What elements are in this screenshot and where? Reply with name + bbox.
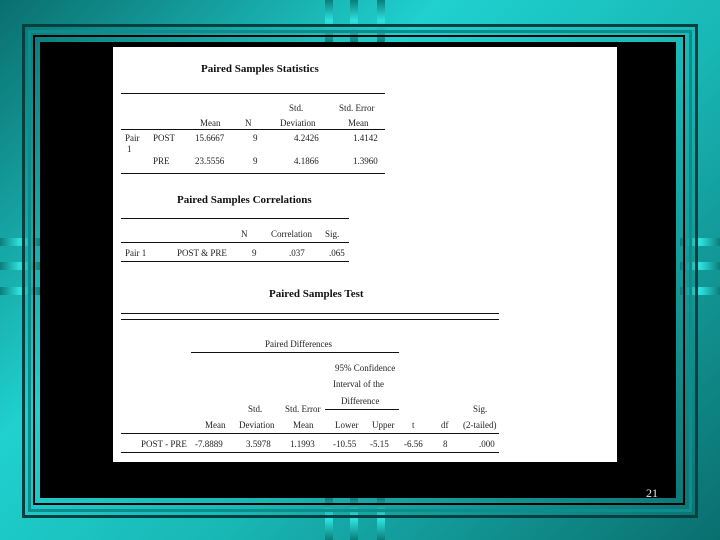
row-correlation: .037	[289, 248, 305, 258]
row-sd: 3.5978	[246, 439, 271, 449]
header-t: t	[412, 420, 415, 430]
table-rule	[121, 242, 349, 243]
pair-number: 1	[127, 144, 132, 154]
header-sig: Sig.	[473, 404, 488, 414]
header-se-mean: Mean	[293, 420, 314, 430]
row-df: 8	[443, 439, 448, 449]
slide-number: 21	[646, 486, 658, 500]
row-label: POST & PRE	[177, 248, 227, 258]
row-mean: -7.8889	[195, 439, 223, 449]
row-sd: 4.2426	[294, 133, 319, 143]
table-rule	[121, 452, 499, 453]
header-mean: Mean	[200, 118, 221, 128]
header-std-error: Std. Error	[339, 103, 375, 113]
header-std-error: Std. Error	[285, 404, 321, 414]
statistics-title: Paired Samples Statistics	[201, 63, 319, 75]
ci-header: Difference	[341, 396, 380, 406]
table-rule	[121, 218, 349, 219]
row-n: 9	[253, 133, 258, 143]
spss-output-image	[113, 47, 617, 462]
ci-header: Interval of the	[333, 379, 384, 389]
header-sig-2tailed: (2-tailed)	[463, 420, 497, 430]
table-rule	[121, 313, 499, 314]
correlations-title: Paired Samples Correlations	[177, 194, 312, 206]
table-rule	[121, 173, 385, 174]
row-sig: .000	[479, 439, 495, 449]
pair-label: Pair	[125, 133, 140, 143]
row-se: 1.4142	[353, 133, 378, 143]
header-sig: Sig.	[325, 229, 340, 239]
row-n: 9	[252, 248, 257, 258]
table-rule	[121, 129, 385, 130]
header-deviation: Deviation	[280, 118, 316, 128]
row-se: 1.1993	[290, 439, 315, 449]
header-upper: Upper	[372, 420, 395, 430]
row-se: 1.3960	[353, 156, 378, 166]
header-n: N	[241, 229, 248, 239]
table-rule	[325, 409, 399, 410]
table-rule	[191, 352, 399, 353]
header-std: Std.	[248, 404, 263, 414]
row-lower: -10.55	[333, 439, 357, 449]
header-df: df	[441, 420, 449, 430]
header-lower: Lower	[335, 420, 359, 430]
header-std-dev: Std.	[289, 103, 304, 113]
row-sd: 4.1866	[294, 156, 319, 166]
row-var: PRE	[153, 156, 170, 166]
row-mean: 23.5556	[195, 156, 225, 166]
header-correlation: Correlation	[271, 229, 312, 239]
row-pair: Pair 1	[125, 248, 147, 258]
header-mean: Mean	[205, 420, 226, 430]
ci-header: 95% Confidence	[335, 363, 396, 373]
row-t: -6.56	[404, 439, 423, 449]
table-rule	[121, 261, 349, 262]
header-deviation: Deviation	[239, 420, 275, 430]
header-se-mean: Mean	[348, 118, 369, 128]
table-rule	[121, 93, 385, 94]
table-rule	[121, 433, 499, 434]
row-sig: .065	[329, 248, 345, 258]
row-upper: -5.15	[370, 439, 389, 449]
table-rule	[121, 319, 499, 320]
header-n: N	[245, 118, 252, 128]
test-title: Paired Samples Test	[269, 288, 364, 300]
row-mean: 15.6667	[195, 133, 225, 143]
row-n: 9	[253, 156, 258, 166]
group-header: Paired Differences	[265, 339, 333, 349]
row-label: POST - PRE	[141, 439, 187, 449]
row-var: POST	[153, 133, 176, 143]
